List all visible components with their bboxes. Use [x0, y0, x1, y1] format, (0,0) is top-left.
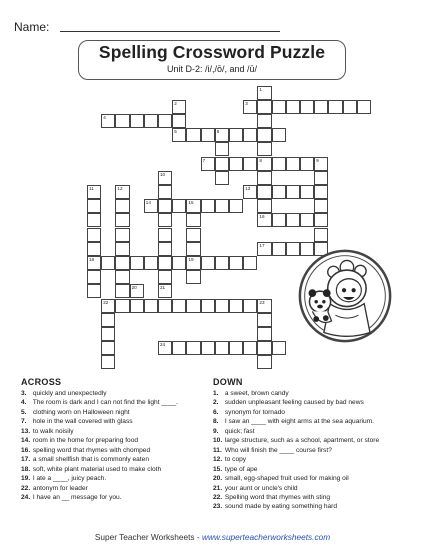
cell-number: 10 [160, 171, 166, 177]
crossword-cell[interactable] [215, 157, 229, 171]
across-clue-number: 22. [21, 484, 31, 492]
crossword-cell[interactable] [201, 256, 215, 270]
across-clue-number: 17. [21, 456, 31, 464]
down-clue-text: I saw an ____ with eight arms at the sea aquarium. [224, 418, 375, 426]
across-clue [21, 408, 178, 417]
cell-number: 20 [131, 285, 137, 291]
page-title: Spelling Crossword Puzzle [98, 42, 326, 62]
across-clue-text: clothing worn on Halloween night [32, 408, 130, 416]
crossword-cell[interactable] [257, 86, 271, 100]
across-clue-text: spelling word that rhymes with chomped [32, 446, 151, 454]
down-clue-number: 20. [213, 475, 223, 483]
cell-number: 12 [117, 185, 123, 191]
crossword-cell[interactable] [257, 355, 271, 369]
page-subtitle: Unit D-2: /i/,/ō/, and /ū/ [166, 64, 258, 74]
down-clue-text: quick; fast [224, 427, 255, 435]
crossword-cell[interactable] [300, 213, 314, 227]
crossword-cell[interactable] [328, 100, 342, 114]
crossword-cell[interactable] [229, 256, 243, 270]
crossword-cell[interactable] [286, 213, 300, 227]
mascot-illustration [296, 248, 394, 344]
cell-number: 23 [259, 299, 265, 305]
across-clue-number: 13. [21, 427, 31, 435]
crossword-cell[interactable] [186, 256, 200, 270]
crossword-cell[interactable] [186, 213, 200, 227]
crossword-cell[interactable] [215, 256, 229, 270]
cell-number: 19 [188, 256, 194, 262]
crossword-cell[interactable] [101, 114, 115, 128]
crossword-cell[interactable] [286, 100, 300, 114]
crossword-cell[interactable] [186, 228, 200, 242]
crossword-cell[interactable] [257, 142, 271, 156]
crossword-cell[interactable] [257, 213, 271, 227]
crossword-cell[interactable] [314, 213, 328, 227]
down-clue-text: sudden unpleasant feeling caused by bad news [224, 399, 364, 407]
crossword-cell[interactable] [115, 284, 129, 298]
crossword-cell[interactable] [115, 228, 129, 242]
cell-number: 2 [174, 100, 177, 106]
crossword-cell[interactable] [186, 270, 200, 284]
crossword-cell[interactable] [101, 341, 115, 355]
crossword-cell[interactable] [257, 199, 271, 213]
crossword-cell[interactable] [158, 114, 172, 128]
crossword-cell[interactable] [229, 199, 243, 213]
crossword-cell[interactable] [243, 185, 257, 199]
crossword-cell[interactable] [215, 299, 229, 313]
crossword-cell[interactable] [257, 299, 271, 313]
crossword-cell[interactable] [243, 128, 257, 142]
crossword-cell[interactable] [257, 327, 271, 341]
crossword-cell[interactable] [158, 284, 172, 298]
crossword-cell[interactable] [314, 199, 328, 213]
across-clue [21, 427, 178, 436]
down-clue-text: sound made by eating something hard [224, 503, 338, 511]
across-clue-text: The room is dark and I can not find the light ____. [32, 399, 178, 407]
crossword-cell[interactable] [314, 157, 328, 171]
crossword-cell[interactable] [101, 327, 115, 341]
crossword-cell[interactable] [201, 341, 215, 355]
across-clue [21, 484, 178, 493]
crossword-cell[interactable] [201, 299, 215, 313]
across-clue-text: hole in the wall covered with glass [32, 418, 133, 426]
crossword-cell[interactable] [172, 341, 186, 355]
cell-number: 21 [160, 285, 166, 291]
crossword-cell[interactable] [229, 157, 243, 171]
cell-number: 3 [245, 100, 248, 106]
crossword-cell[interactable] [215, 199, 229, 213]
crossword-cell[interactable] [115, 299, 129, 313]
crossword-cell[interactable] [144, 199, 158, 213]
crossword-cell[interactable] [101, 313, 115, 327]
cell-number: 15 [188, 200, 194, 206]
cell-number: 17 [259, 242, 265, 248]
down-clue [213, 493, 379, 502]
across-clue-number: 4. [21, 399, 27, 407]
down-clue [213, 455, 379, 464]
crossword-cell[interactable] [87, 228, 101, 242]
crossword-cell[interactable] [272, 100, 286, 114]
across-heading: ACROSS [21, 377, 62, 387]
across-clue-text: soft, white plant material used to make cloth [32, 465, 162, 473]
across-clue-list [21, 389, 178, 502]
crossword-cell[interactable] [172, 114, 186, 128]
crossword-cell[interactable] [172, 299, 186, 313]
down-clue [213, 427, 379, 436]
crossword-cell[interactable] [158, 185, 172, 199]
crossword-cell[interactable] [158, 341, 172, 355]
footer-prefix: Super Teacher Worksheets - [94, 532, 202, 542]
crossword-cell[interactable] [229, 341, 243, 355]
cell-number: 6 [216, 129, 220, 135]
down-clue-text: synonym for tornado [224, 408, 285, 416]
crossword-cell[interactable] [257, 185, 271, 199]
down-clue-list [213, 389, 379, 512]
crossword-cell[interactable] [115, 213, 129, 227]
across-clue [21, 474, 178, 483]
crossword-cell[interactable] [257, 242, 271, 256]
crossword-cell[interactable] [314, 228, 328, 242]
across-clue-text: a small shellfish that is commonly eaten [32, 456, 150, 464]
down-clue-number: 23. [213, 503, 223, 511]
down-clue [213, 408, 379, 417]
across-clue-number: 7. [21, 418, 27, 426]
down-clue-number: 1. [213, 390, 219, 397]
cell-number: 5 [174, 129, 177, 135]
across-clue [21, 465, 178, 474]
down-heading: DOWN [213, 377, 243, 387]
across-clue [21, 398, 178, 407]
crossword-cell[interactable] [215, 171, 229, 185]
crossword-cell[interactable] [243, 256, 257, 270]
crossword-cell[interactable] [158, 199, 172, 213]
crossword-cell[interactable] [215, 142, 229, 156]
cell-number: 13 [245, 185, 251, 191]
down-clue-text: your aunt or uncle's child [224, 484, 298, 492]
across-clue-text: room in the home for preparing food [32, 437, 139, 445]
crossword-cell[interactable] [158, 242, 172, 256]
across-clue-number: 24. [21, 493, 31, 501]
crossword-cell[interactable] [186, 341, 200, 355]
cell-number: 24 [160, 342, 166, 348]
crossword-cell[interactable] [172, 100, 186, 114]
across-clue-number: 5. [21, 408, 27, 416]
crossword-cell[interactable] [115, 114, 129, 128]
down-clue-text: small, egg-shaped fruit used for making oil [224, 475, 349, 483]
down-clue [213, 436, 379, 445]
footer [0, 532, 425, 542]
crossword-cell[interactable] [215, 128, 229, 142]
down-clue-number: 12. [213, 456, 223, 464]
crossword-cell[interactable] [300, 185, 314, 199]
crossword-cell[interactable] [186, 299, 200, 313]
across-clue-text: I have an __ message for you. [32, 493, 122, 501]
across-clue-text: to walk noisily [32, 427, 74, 435]
across-clue-number: 19. [21, 475, 31, 483]
crossword-cell[interactable] [144, 256, 158, 270]
crossword-cell[interactable] [172, 199, 186, 213]
crossword-cell[interactable] [272, 157, 286, 171]
crossword-cell[interactable] [115, 199, 129, 213]
crossword-cell[interactable] [257, 114, 271, 128]
crossword-cell[interactable] [243, 100, 257, 114]
across-clue [21, 417, 178, 426]
crossword-cell[interactable] [272, 128, 286, 142]
crossword-cell[interactable] [87, 213, 101, 227]
across-clue-text: quickly and unexpectedly [32, 390, 107, 397]
down-clue-text: a sweet, brown candy [224, 390, 289, 397]
crossword-cell[interactable] [314, 100, 328, 114]
crossword-cell[interactable] [257, 157, 271, 171]
crossword-cell[interactable] [201, 199, 215, 213]
crossword-cell[interactable] [144, 299, 158, 313]
down-clue [213, 465, 379, 474]
down-clue-number: 2. [213, 399, 219, 407]
crossword-cell[interactable] [257, 128, 271, 142]
down-clue [213, 502, 379, 511]
crossword-cell[interactable] [115, 270, 129, 284]
down-clue-number: 6. [213, 408, 219, 416]
crossword-cell[interactable] [87, 284, 101, 298]
down-clue-number: 11. [213, 446, 222, 454]
crossword-cell[interactable] [115, 242, 129, 256]
crossword-cell[interactable] [87, 185, 101, 199]
crossword-cell[interactable] [300, 100, 314, 114]
crossword-cell[interactable] [314, 185, 328, 199]
down-clue [213, 417, 379, 426]
across-clue [21, 446, 178, 455]
cell-number: 8 [259, 157, 262, 163]
crossword-cell[interactable] [286, 157, 300, 171]
crossword-cell[interactable] [243, 299, 257, 313]
across-clue-number: 16. [21, 446, 31, 454]
down-clue-number: 22. [213, 493, 223, 501]
crossword-cell[interactable] [243, 341, 257, 355]
crossword-cell[interactable] [101, 355, 115, 369]
crossword-cell[interactable] [229, 128, 243, 142]
cell-number: 22 [103, 299, 109, 305]
crossword-cell[interactable] [87, 242, 101, 256]
crossword-cell[interactable] [257, 313, 271, 327]
cell-number: 11 [89, 185, 94, 191]
crossword-cell[interactable] [101, 256, 115, 270]
footer-link[interactable]: www.superteacherworksheets.com [201, 532, 331, 542]
cell-number: 1 [259, 86, 262, 92]
crossword-cell[interactable] [144, 114, 158, 128]
cell-number: 7 [202, 157, 206, 163]
down-clue-text: to copy [224, 456, 247, 464]
crossword-cell[interactable] [186, 199, 200, 213]
down-clue-number: 8. [213, 418, 219, 426]
across-clue [21, 493, 178, 502]
down-clue [213, 398, 379, 407]
crossword-cell[interactable] [158, 171, 172, 185]
crossword-cell[interactable] [130, 299, 144, 313]
crossword-cell[interactable] [172, 256, 186, 270]
down-clue [213, 474, 379, 483]
across-clue [21, 389, 178, 398]
crossword-cell[interactable] [257, 171, 271, 185]
down-clue-number: 15. [213, 465, 223, 473]
crossword-cell[interactable] [272, 242, 286, 256]
cell-number: 16 [259, 214, 265, 220]
cell-number: 9 [316, 157, 319, 163]
across-clue-text: antonym for leader [32, 484, 88, 492]
crossword-cell[interactable] [87, 270, 101, 284]
crossword-cell[interactable] [101, 299, 115, 313]
crossword-cell[interactable] [115, 256, 129, 270]
across-clue-number: 14. [21, 437, 31, 445]
down-clue [213, 446, 379, 455]
across-clue [21, 436, 178, 445]
crossword-cell[interactable] [158, 213, 172, 227]
crossword-cell[interactable] [186, 242, 200, 256]
crossword-cell[interactable] [115, 185, 129, 199]
down-clue-text: Who will finish the ____ course first? [224, 446, 332, 454]
across-clue [21, 455, 178, 464]
crossword-cell[interactable] [130, 284, 144, 298]
crossword-cell[interactable] [314, 171, 328, 185]
crossword-cell[interactable] [300, 157, 314, 171]
down-clue [213, 484, 379, 493]
down-clue-text: type of ape [224, 465, 258, 473]
crossword-cell[interactable] [186, 128, 200, 142]
crossword-cell[interactable] [158, 228, 172, 242]
crossword-cell[interactable] [158, 299, 172, 313]
crossword-cell[interactable] [257, 100, 271, 114]
crossword-cell[interactable] [343, 100, 357, 114]
crossword-cell[interactable] [172, 128, 186, 142]
crossword-cell[interactable] [158, 270, 172, 284]
crossword-cell[interactable] [87, 199, 101, 213]
crossword-cell[interactable] [201, 157, 215, 171]
down-clue-number: 10. [213, 437, 223, 445]
crossword-cell[interactable] [272, 213, 286, 227]
down-clue-number: 9. [213, 427, 219, 435]
crossword-cell[interactable] [158, 256, 172, 270]
down-clue-number: 21. [213, 484, 223, 492]
crossword-cell[interactable] [130, 256, 144, 270]
down-clue-text: Spelling word that rhymes with sting [224, 493, 331, 501]
cell-number: 4 [103, 114, 106, 120]
crossword-cell[interactable] [272, 341, 286, 355]
across-clue-number: 3. [21, 390, 27, 397]
cell-number: 14 [145, 200, 151, 206]
crossword-cell[interactable] [357, 100, 371, 114]
crossword-cell[interactable] [243, 157, 257, 171]
crossword-cell[interactable] [215, 341, 229, 355]
crossword-cell[interactable] [272, 185, 286, 199]
name-label: Name: [14, 20, 50, 34]
cell-number: 18 [89, 256, 95, 262]
down-clue-text: large structure, such as a school, apartment, or store [224, 437, 380, 445]
crossword-cell[interactable] [130, 114, 144, 128]
down-clue [213, 389, 379, 398]
crossword-cell[interactable] [229, 299, 243, 313]
crossword-cell[interactable] [286, 185, 300, 199]
crossword-cell[interactable] [87, 256, 101, 270]
across-clue-number: 18. [21, 465, 31, 473]
crossword-cell[interactable] [201, 128, 215, 142]
crossword-cell[interactable] [257, 341, 271, 355]
across-clue-text: I ate a ____, juicy peach. [32, 475, 107, 483]
